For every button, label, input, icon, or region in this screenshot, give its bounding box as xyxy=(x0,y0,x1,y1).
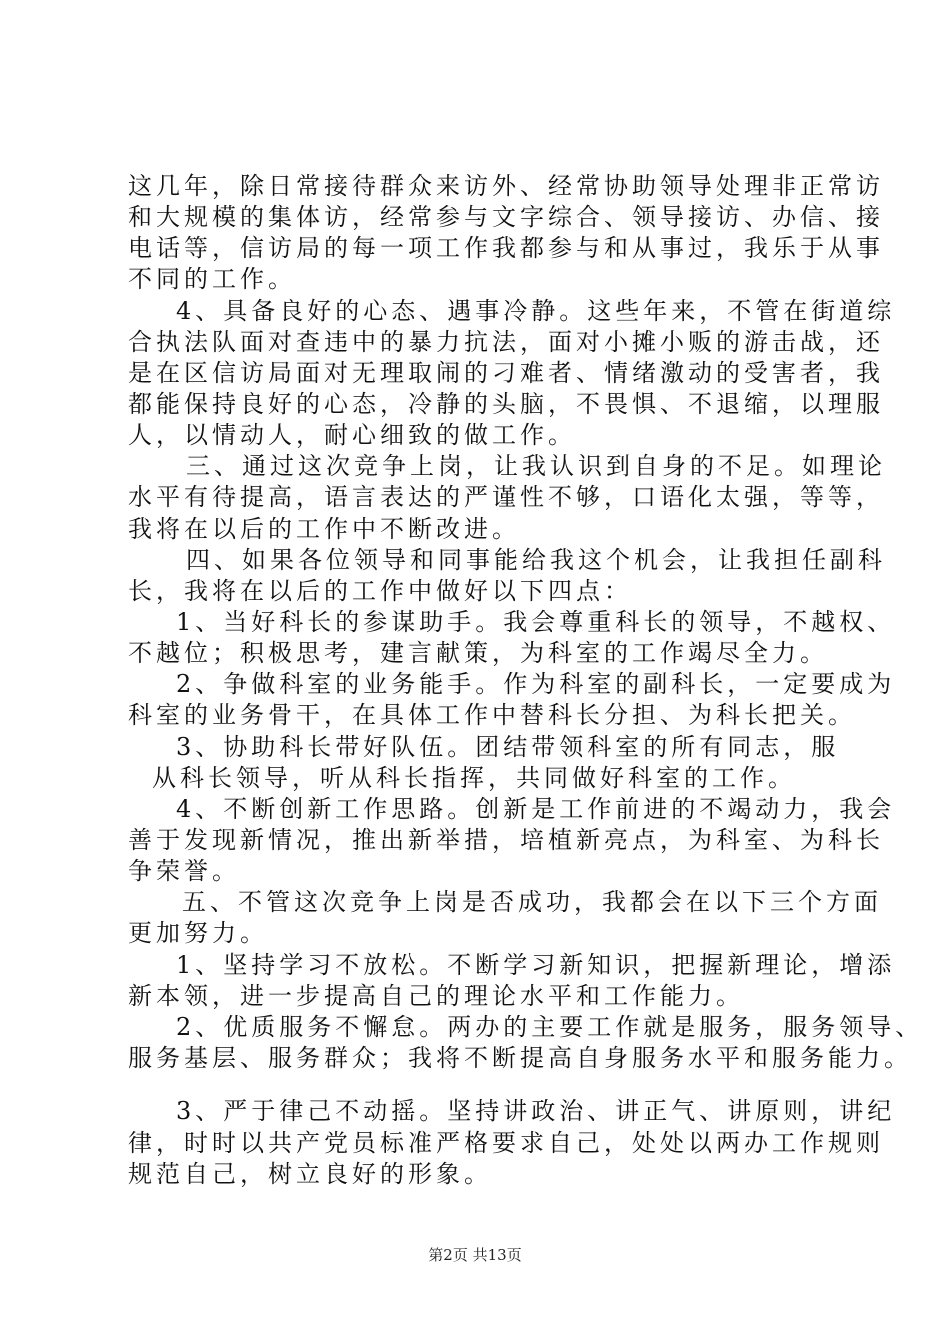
body-text-line: 服务基层、服务群众；我将不断提高自身服务水平和服务能力。 xyxy=(128,1044,912,1072)
list-item-line: 2、争做科室的业务能手。作为科室的副科长，一定要成为 xyxy=(176,670,896,698)
body-text-line: 不越位；积极思考，建言献策，为科室的工作竭尽全力。 xyxy=(128,639,828,667)
body-text-line: 和大规模的集体访，经常参与文字综合、领导接访、办信、接 xyxy=(128,203,884,231)
section-heading-line: 五、不管这次竞争上岗是否成功，我都会在以下三个方面 xyxy=(182,888,882,916)
body-text-line: 不同的工作。 xyxy=(128,265,296,293)
body-text-line: 长，我将在以后的工作中做好以下四点： xyxy=(128,577,632,605)
body-text-line: 争荣誉。 xyxy=(128,857,240,885)
body-text-line: 律，时时以共产党员标准严格要求自己，处处以两办工作规则 xyxy=(128,1129,884,1157)
body-text-line: 更加努力。 xyxy=(128,919,268,947)
body-text-line: 电话等，信访局的每一项工作我都参与和从事过，我乐于从事 xyxy=(128,234,884,262)
body-text-line: 这几年，除日常接待群众来访外、经常协助领导处理非正常访 xyxy=(128,172,884,200)
section-heading-line: 三、通过这次竞争上岗，让我认识到自身的不足。如理论 xyxy=(186,452,886,480)
body-text-line: 是在区信访局面对无理取闹的刁难者、情绪激动的受害者，我 xyxy=(128,359,884,387)
body-text-line: 从科长领导，听从科长指挥，共同做好科室的工作。 xyxy=(152,764,796,792)
list-item-line: 3、严于律己不动摇。坚持讲政治、讲正气、讲原则，讲纪 xyxy=(176,1097,896,1125)
body-text-line: 科室的业务骨干，在具体工作中替科长分担、为科长把关。 xyxy=(128,701,856,729)
body-text-line: 人，以情动人，耐心细致的做工作。 xyxy=(128,421,576,449)
list-item-line: 3、协助科长带好队伍。团结带领科室的所有同志，服 xyxy=(176,733,840,761)
body-text-line: 4、具备良好的心态、遇事冷静。这些年来，不管在街道综 xyxy=(176,297,896,325)
body-text-line: 我将在以后的工作中不断改进。 xyxy=(128,515,520,543)
body-text-line: 都能保持良好的心态，冷静的头脑，不畏惧、不退缩，以理服 xyxy=(128,390,884,418)
body-text-line: 水平有待提高，语言表达的严谨性不够，口语化太强，等等， xyxy=(128,483,884,511)
list-item-line: 2、优质服务不懈怠。两办的主要工作就是服务，服务领导、 xyxy=(176,1013,924,1041)
section-heading-line: 四、如果各位领导和同事能给我这个机会，让我担任副科 xyxy=(186,546,886,574)
body-text-line: 善于发现新情况，推出新举措，培植新亮点，为科室、为科长 xyxy=(128,826,884,854)
body-text-line: 规范自己，树立良好的形象。 xyxy=(128,1160,492,1188)
page-number-footer: 第2页 共13页 xyxy=(428,1246,522,1264)
list-item-line: 1、坚持学习不放松。不断学习新知识，把握新理论，增添 xyxy=(176,951,896,979)
list-item-line: 4、不断创新工作思路。创新是工作前进的不竭动力，我会 xyxy=(176,795,896,823)
list-item-line: 1、当好科长的参谋助手。我会尊重科长的领导，不越权、 xyxy=(176,608,896,636)
body-text-line: 合执法队面对查违中的暴力抗法，面对小摊小贩的游击战，还 xyxy=(128,328,884,356)
body-text-line: 新本领，进一步提高自己的理论水平和工作能力。 xyxy=(128,982,744,1010)
